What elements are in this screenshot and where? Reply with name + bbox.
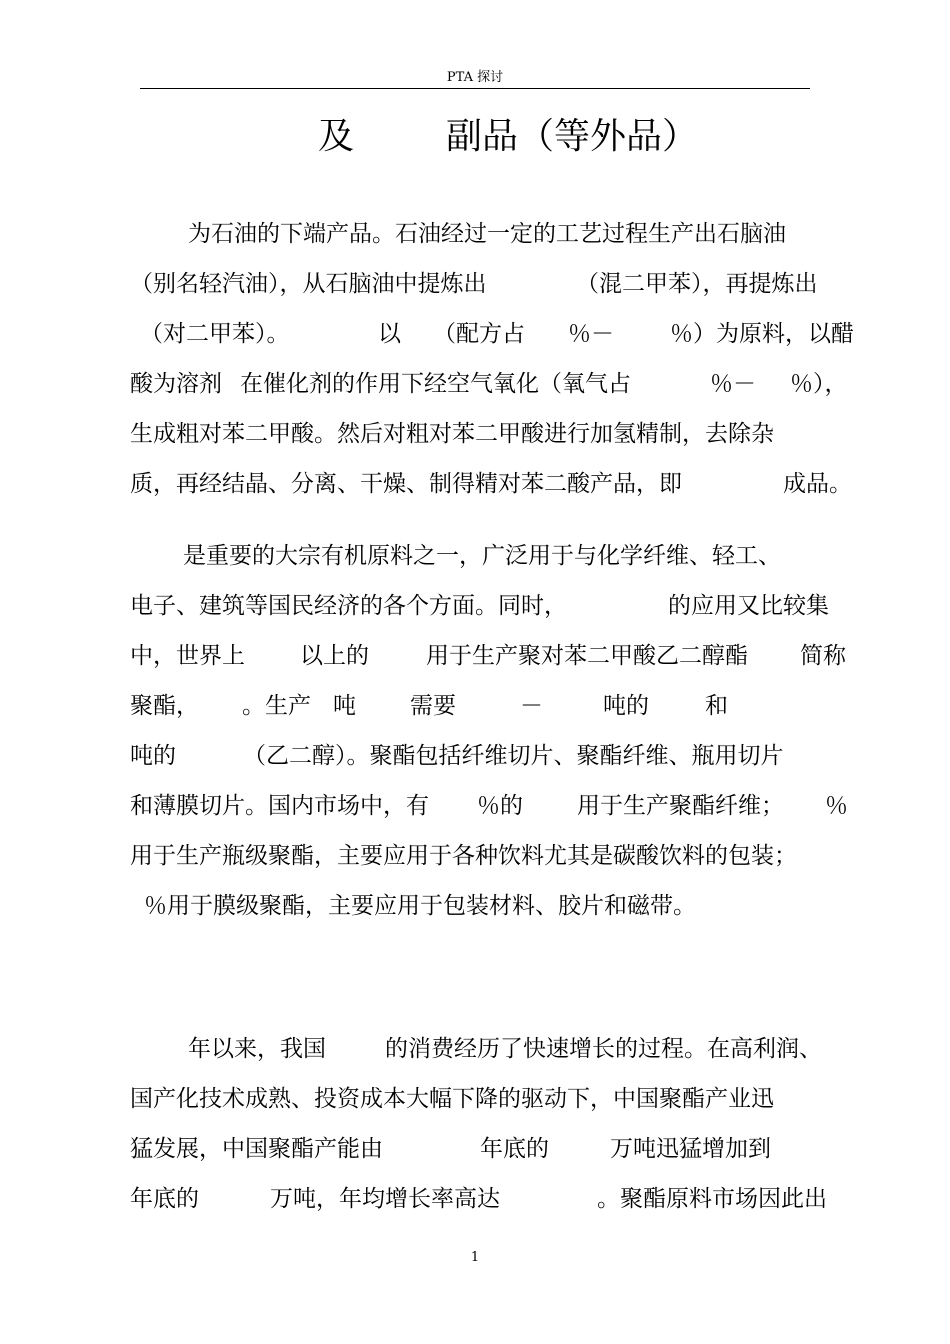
text-line [130,365,852,395]
text-line [130,737,852,767]
text-line [130,1030,852,1060]
text-run: 吨 [333,693,356,719]
text-line [130,315,852,345]
text-run: ％的 [477,793,523,819]
text-line [130,265,852,295]
text-run: 质，再经结晶、分离、干燥、制得精对苯二酸产品，即 [130,471,682,497]
text-run: 中，世界上 [130,643,245,669]
text-run: 国产化技术成熟、投资成本大幅下降的驱动下，中国聚酯产业迅 [130,1086,774,1112]
text-run: 。生产 [242,693,311,719]
text-run: 酸为溶剂 [130,371,222,397]
text-run: （配方占 [433,321,525,347]
text-run: 万吨迅猛增加到 [610,1136,771,1162]
text-line [130,415,852,445]
text-run: 猛发展，中国聚酯产能由 [130,1136,383,1162]
text-run: － [520,693,543,719]
text-run: ％－ [710,371,756,397]
text-line [130,887,852,917]
text-run: 为石油的下端产品。石油经过一定的工艺过程生产出石脑油 [188,221,786,247]
text-run: （乙二醇）。聚酯包括纤维切片、聚酯纤维、瓶用切片 [243,743,784,769]
text-run: 年底的 [480,1136,549,1162]
text-line [130,587,852,617]
text-run: 万吨，年均增长率高达 [270,1186,500,1212]
text-run: 吨的 [603,693,649,719]
text-line [130,837,852,867]
text-line [130,465,852,495]
text-run: 需要 [410,693,456,719]
running-header: PTA 探讨 [446,70,504,85]
text-run: （混二甲苯），再提炼出 [576,271,818,297]
text-line [130,215,852,245]
title-part-1: 及 [318,116,355,157]
text-run: （别名轻汽油），从石脑油中提炼出 [130,271,487,297]
page-number: 1 [470,1250,480,1265]
text-line [130,1080,852,1110]
text-run: ％）， [790,371,848,397]
text-run: 和薄膜切片。国内市场中，有 [130,793,429,819]
text-run: 以上的 [300,643,369,669]
text-line [130,637,852,667]
title-part-2: 副品（等外品） [446,116,699,157]
text-line [130,1180,852,1210]
text-line [130,787,852,817]
text-run: 的应用又比较集 [668,593,829,619]
text-run: 聚酯， [130,693,199,719]
text-run: 在催化剂的作用下经空气氧化（氧气占 [240,371,631,397]
text-run: ％）为原料，以醋 [670,321,854,347]
text-run: 。聚酯原料市场因此出 [597,1186,827,1212]
header-rule [140,88,810,89]
text-run: 年以来，我国 [188,1036,326,1062]
text-run: 和 [705,693,728,719]
text-run: 生成粗对苯二甲酸。然后对粗对苯二甲酸进行加氢精制，去除杂 [130,421,774,447]
text-run: 是重要的大宗有机原料之一，广泛用于与化学纤维、轻工、 [183,543,781,569]
text-run: 用于生产聚对苯二甲酸乙二醇酯 [426,643,748,669]
text-line [130,1130,852,1160]
text-run: 的消费经历了快速增长的过程。在高利润、 [385,1036,822,1062]
text-run: ％ [825,793,848,819]
text-run: 年底的 [130,1186,199,1212]
text-run: ％用于膜级聚酯，主要应用于包装材料、胶片和磁带。 [144,893,696,919]
text-run: 以 [378,321,401,347]
text-run: 用于生产瓶级聚酯，主要应用于各种饮料尤其是碳酸饮料的包装； [130,843,797,869]
text-run: 简称 [800,643,846,669]
text-run: ％－ [568,321,614,347]
text-run: （对二甲苯）。 [140,321,290,347]
text-line [130,537,852,567]
text-run: 电子、建筑等国民经济的各个方面。同时， [130,593,567,619]
text-run: 用于生产聚酯纤维； [577,793,784,819]
page-title [130,108,850,158]
text-line [130,687,852,717]
text-run: 成品。 [783,471,852,497]
text-run: 吨的 [130,743,176,769]
